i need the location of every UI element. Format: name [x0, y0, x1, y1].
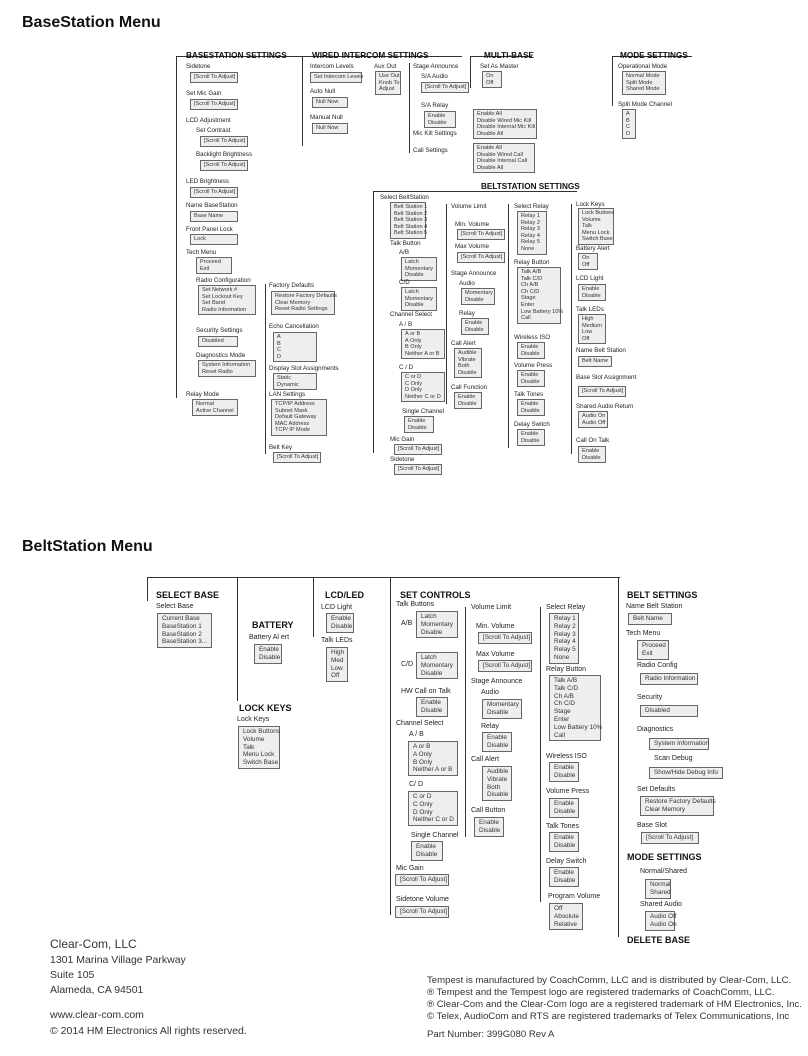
beltstation-settings-heading: BELTSTATION SETTINGS [481, 182, 580, 191]
security-label: Security [637, 694, 663, 701]
min-volume-box: [Scroll To Adjust] [478, 632, 532, 644]
select-relay-box: Relay 1 Relay 2 Relay 3 Relay 4 Relay 5 None [517, 211, 547, 255]
shared-audio-box: Audio On Audio Off [578, 411, 608, 428]
address-line1: 1301 Marina Village Parkway [50, 954, 186, 966]
legal-line4: © Telex, AudioCom and RTS are registered trademarks of Telex Communications, Inc [427, 1011, 790, 1022]
mic-gain-scroll-box: [Scroll To Adjust] [190, 99, 238, 110]
mic-kill-label: Mic Kill Settings [413, 130, 457, 137]
set-contrast-label: Set Contrast [196, 127, 231, 134]
talk-tones-label: Talk Tones [546, 823, 579, 830]
volume-limit-label: Volume Limit [471, 604, 512, 611]
split-mode-channel-label: Split Mode Channel [618, 101, 673, 108]
talk-cd-box: Latch Momentary Disable [416, 652, 458, 679]
chan-cd-box: C or D C Only D Only Neither C or D [401, 372, 445, 402]
talk-ab-box: Latch Momentary Disable [401, 257, 437, 281]
sidetone-volume-box: [Scroll To Adjust] [395, 906, 449, 918]
address-line3: Alameda, CA 94501 [50, 984, 144, 996]
call-on-talk-box: Enable Disable [578, 446, 606, 463]
radio-config-box: Radio Information [640, 673, 698, 685]
diagnostics-label: Diagnostics [637, 726, 674, 733]
lcd-light-box: Enable Disable [326, 613, 354, 633]
lcd-light-label: LCD Light [576, 275, 604, 282]
radio-config-label: Radio Configuration [196, 277, 251, 284]
lock-keys-heading: LOCK KEYS [239, 703, 292, 713]
lock-keys-label: Lock Keys [237, 716, 270, 723]
chan-ab-box: A or B A Only B Only Neither A or B [408, 741, 458, 776]
base-list-box: Current Base BaseStation 1 BaseStation 2 BaseStation 3... [157, 613, 212, 648]
hw-call-label: HW Call on Talk [401, 688, 451, 695]
delete-base-heading: DELETE BASE [627, 935, 691, 945]
talk-tones-box: Enable Disable [549, 832, 579, 852]
factory-defaults-label: Factory Defaults [269, 282, 315, 289]
talk-ab-box: Latch Momentary Disable [416, 611, 458, 638]
manual-null-label: Manual Null [310, 114, 343, 121]
security-box: Disabled [198, 336, 238, 347]
talk-cd-label: C/D [401, 661, 414, 668]
legal-line3: ® Clear-Com and the Clear-Com logo are a registered trademark of HM Electronics, Inc. [427, 999, 802, 1010]
basestation-settings-heading: BASESTATION SETTINGS [186, 51, 287, 60]
base-slot-label: Base Slot Assignment [576, 374, 637, 381]
delay-switch-label: Delay Switch [546, 858, 587, 865]
lcd-light-box: Enable Disable [578, 284, 606, 301]
talk-cd-label: C/D [399, 279, 410, 286]
call-function-label: Call Function [451, 384, 488, 391]
beltstation-list-box: Belt Station 1 Belt Station 2 Belt Station 3 Belt Station 4 Belt Station 5 [390, 202, 426, 239]
part-number: Part Number: 399G080 Rev A [427, 1029, 555, 1040]
lock-keys-label: Lock Keys [576, 201, 605, 208]
diagnostics-box: System Information Reset Radio [198, 360, 256, 377]
volume-press-label: Volume Press [514, 362, 553, 369]
max-volume-label: Max Volume [455, 243, 490, 250]
single-channel-box: Enable Disable [411, 841, 443, 861]
stage-announce-label: Stage Announce [413, 63, 459, 70]
volume-press-box: Enable Disable [517, 370, 545, 387]
relay-label: Relay [459, 310, 475, 317]
relay-box: Enable Disable [482, 732, 512, 752]
call-function-box: Enable Disable [454, 392, 482, 409]
chan-ab-box: A or B A Only B Only Neither A or B [401, 329, 445, 359]
min-volume-label: Min. Volume [455, 221, 490, 228]
tech-menu-label: Tech Menu [626, 630, 661, 637]
display-slot-box: Static Dynamic [273, 373, 317, 390]
copyright-text: © 2014 HM Electronics All rights reserved. [50, 1025, 247, 1037]
talk-buttons-label: Talk Buttons [396, 601, 435, 608]
relay-mode-box: Normal Active Channel [192, 399, 238, 416]
contrast-scroll-box: [Scroll To Adjust] [200, 136, 248, 147]
select-base-label: Select Base [156, 603, 194, 610]
set-mic-gain-label: Set Mic Gain [186, 90, 222, 97]
call-on-talk-label: Call On Talk [576, 437, 610, 444]
volume-limit-label: Volume Limit [451, 203, 487, 210]
split-channel-box: A B C D [622, 109, 636, 139]
legal-line2: ® Tempest and the Tempest logo are registered trademarks of CoachComm, LLC. [427, 987, 775, 998]
beltstation-menu-title: BeltStation Menu [22, 538, 153, 555]
belt-key-label: Belt Key [269, 444, 293, 451]
battery-alert-label: Battery Alert [576, 245, 610, 252]
select-relay-label: Select Relay [514, 203, 549, 210]
set-master-box: On Off [482, 71, 502, 88]
belt-name-box: Belt Name [578, 356, 612, 367]
battery-alert-box: Enable Disable [254, 644, 282, 664]
call-alert-box: Audible Vibrate Both Disable [454, 348, 482, 378]
call-button-box: Enable Disable [474, 817, 504, 837]
channel-select-label: Channel Select [396, 720, 444, 727]
talk-cd-box: Latch Momentary Disable [401, 287, 437, 311]
mode-settings-heading: MODE SETTINGS [627, 852, 702, 862]
battery-heading: BATTERY [252, 620, 294, 630]
set-defaults-box: Restore Factory Defaults Clear Memory [640, 796, 714, 816]
audio-label: Audio [481, 689, 499, 696]
hw-call-box: Enable Disable [416, 697, 448, 717]
min-volume-label: Min. Volume [476, 623, 515, 630]
factory-defaults-box: Restore Factory Defaults Clear Memory Reset Radio Settings [271, 291, 335, 315]
address-line2: Suite 105 [50, 969, 95, 981]
set-controls-heading: SET CONTROLS [400, 590, 471, 600]
led-brightness-label: LED Brightness [186, 178, 229, 185]
lcd-adjustment-label: LCD Adjustment [186, 117, 231, 124]
radio-config-label: Radio Config [637, 662, 678, 669]
select-relay-label: Select Relay [546, 604, 586, 611]
shared-audio-label: Shared Audio [640, 901, 683, 908]
lcd-light-label: LCD Light [321, 604, 353, 611]
set-as-master-label: Set As Master [480, 63, 519, 70]
company-name: Clear-Com, LLC [50, 937, 137, 951]
tech-menu-box: Proceed Exit [637, 640, 669, 660]
system-info-box: System Information [649, 738, 709, 750]
talk-tones-label: Talk Tones [514, 391, 544, 398]
echo-cancellation-label: Echo Cancellation [269, 323, 319, 330]
call-alert-label: Call Alert [451, 340, 476, 347]
talk-button-label: Talk Button [390, 240, 421, 247]
normal-shared-label: Normal/Shared [640, 868, 688, 875]
shared-audio-label: Shared Audio Return [576, 403, 634, 410]
sa-relay-label: S/A Relay [421, 102, 449, 109]
relay-button-label: Relay Button [514, 259, 550, 266]
lock-keys-box: Lock Buttons Volume Talk Menu Lock Switch Base [238, 726, 280, 769]
lan-settings-label: LAN Settings [269, 391, 306, 398]
backlight-scroll-box: [Scroll To Adjust] [200, 160, 248, 171]
security-box: Disabled [640, 705, 698, 717]
stage-announce-label: Stage Announce [471, 678, 523, 685]
sidetone2-label: Sidetone [390, 456, 415, 463]
call-alert-label: Call Alert [471, 756, 500, 763]
diagnostics-mode-label: Diagnostics Mode [196, 352, 246, 359]
aux-out-label: Aux Out [374, 63, 397, 70]
single-channel-label: Single Channel [411, 832, 459, 839]
base-slot-box: [Scroll To Adjust] [578, 386, 626, 397]
belt-settings-heading: BELT SETTINGS [627, 590, 698, 600]
show-hide-debug-box: Show/Hide Debug Info [649, 767, 723, 779]
legal-line1: Tempest is manufactured by CoachComm, LLC and is distributed by Clear-Com, LLC. [427, 975, 792, 986]
mic-gain-label: Mic Gain [396, 865, 424, 872]
scan-debug-label: Scan Debug [654, 755, 693, 762]
select-beltstation-label: Select BeltStation [380, 194, 429, 201]
base-name-box: Base Name [190, 211, 238, 222]
program-volume-box: Off Absolute Relative [549, 903, 583, 930]
tech-menu-label: Tech Menu [186, 249, 217, 256]
single-channel-box: Enable Disable [404, 416, 434, 433]
shared-audio-box: Audio Off Audio On [645, 911, 675, 931]
sa-relay-box: Enable Disable [424, 111, 456, 128]
basestation-menu-title: BaseStation Menu [22, 14, 161, 31]
operational-mode-label: Operational Mode [618, 63, 668, 70]
volume-press-label: Volume Press [546, 788, 590, 795]
name-basestation-label: Name BaseStation [186, 202, 238, 209]
multi-base-heading: MULTI-BASE [484, 51, 534, 60]
max-volume-box: [Scroll To Adjust] [457, 252, 505, 263]
battery-alert-label: Battery Al ert [249, 634, 290, 641]
sidetone-scroll-box: [Scroll To Adjust] [190, 72, 238, 83]
auto-null-label: Auto Null [310, 88, 336, 95]
sidetone-volume-label: Sidetone Volume [396, 896, 449, 903]
talk-leds-label: Talk LEDs [576, 306, 604, 313]
lan-settings-box: TCP/IP Address Subnet Mask Default Gateway MAC Address TCP/ IP Mode [271, 399, 327, 436]
chan-ab-label: A / B [399, 321, 413, 328]
display-slot-label: Display Slot Assignments [269, 365, 339, 372]
manual-null-box: Null Now [312, 123, 348, 134]
stage-announce2-label: Stage Announce [451, 270, 497, 277]
audio-box: Momentary Disable [482, 699, 522, 719]
battery-alert-box: On Off [578, 253, 598, 270]
relay-button-box: Talk A/B Talk C/D Ch A/B Ch C/D Stage Enter Low Battery 10% Call [549, 675, 601, 741]
talk-leds-box: High Medium Low Off [578, 314, 606, 344]
front-panel-lock-label: Front Panel Lock [186, 226, 233, 233]
base-slot-label: Base Slot [637, 822, 667, 829]
talk-tones-box: Enable Disable [517, 399, 545, 416]
relay-mode-label: Relay Mode [186, 391, 220, 398]
call-settings-label: Call Settings [413, 147, 448, 154]
tech-menu-box: Proceed Exit [196, 257, 232, 274]
website-link[interactable]: www.clear-com.com [50, 1009, 144, 1021]
call-alert-box: Audible Vibrate Both Disable [482, 766, 512, 801]
min-volume-box: [Scroll To Adjust] [457, 229, 505, 240]
call-settings-box: Enable All Disable Wired Call Disable Internal Call Disable All [473, 143, 535, 173]
mic-kill-box: Enable All Disable Wired Mic Kill Disable Internal Mic Kill Disable All [473, 109, 537, 139]
volume-press-box: Enable Disable [549, 798, 579, 818]
operational-mode-box: Normal Mode Split Mode Shared Mode [622, 71, 666, 95]
chan-cd-label: C/ D [409, 781, 423, 788]
max-volume-box: [Scroll To Adjust] [478, 660, 532, 672]
mode-settings-heading: MODE SETTINGS [620, 51, 688, 60]
call-button-label: Call Button [471, 807, 506, 814]
belt-key-box: [Scroll To Adjust] [273, 452, 321, 463]
mic-gain-box: [Scroll To Adjust] [395, 874, 449, 886]
chan-cd-label: C / D [399, 364, 414, 371]
base-slot-box: [Scroll To Adjust] [641, 832, 699, 844]
relay-label: Relay [481, 723, 499, 730]
sa-audio-label: S/A Audio [421, 73, 448, 80]
chan-cd-box: C or D C Only D Only Neither C or D [408, 791, 458, 826]
program-volume-label: Program Volume [548, 893, 601, 900]
delay-switch-box: Enable Disable [549, 867, 579, 887]
sa-audio-box: [Scroll To Adjust] [421, 82, 469, 93]
name-belt-label: Name Belt Station [626, 603, 683, 610]
max-volume-label: Max Volume [476, 651, 515, 658]
intercom-levels-label: Intercom Levels [310, 63, 354, 70]
aux-out-box: Use Out Knob To Adjust [375, 71, 401, 95]
set-defaults-label: Set Defaults [637, 786, 676, 793]
chan-ab-label: A / B [409, 731, 424, 738]
lock-box: Lock [190, 234, 238, 245]
wireless-iso-box: Enable Disable [549, 762, 579, 782]
security-settings-label: Security Settings [196, 327, 243, 334]
talk-leds-label: Talk LEDs [321, 637, 353, 644]
relay-box: Enable Disable [461, 318, 489, 335]
mic-gain-box: [Scroll To Adjust] [394, 444, 442, 455]
wireless-iso-box: Enable Disable [517, 342, 545, 359]
backlight-label: Backlight Brightness [196, 151, 253, 158]
lock-keys-box: Lock Buttons Volume Talk Menu Lock Switch Base [578, 208, 614, 245]
talk-ab-label: A/B [399, 249, 409, 256]
echo-box: A B C D [273, 332, 317, 362]
select-relay-box: Relay 1 Relay 2 Relay 3 Relay 4 Relay 5 None [549, 613, 579, 664]
channel-select-label: Channel Select [390, 311, 432, 318]
relay-button-label: Relay Button [546, 666, 587, 673]
relay-button-box: Talk A/B Talk C/D Ch A/B Ch C/D Stage Enter Low Battery 10% Call [517, 267, 561, 324]
normal-shared-box: Normal Shared [645, 879, 671, 899]
intercom-levels-box: Set Intercom Levels [310, 72, 362, 83]
talk-leds-box: High Med Low Off [326, 647, 348, 682]
delay-switch-label: Delay Switch [514, 421, 550, 428]
sidetone2-box: [Scroll To Adjust] [394, 464, 442, 475]
mic-gain-label: Mic Gain [390, 436, 415, 443]
sidetone-label: Sidetone [186, 63, 211, 70]
belt-name-box: Belt Name [628, 613, 672, 625]
auto-null-box: Null Now [312, 97, 348, 108]
name-beltstation-label: Name Belt Station [576, 347, 626, 354]
select-base-heading: SELECT BASE [156, 590, 220, 600]
lcd-led-heading: LCD/LED [325, 590, 364, 600]
audio-label: Audio [459, 280, 475, 287]
wired-intercom-heading: WIRED INTERCOM SETTINGS [312, 51, 429, 60]
led-scroll-box: [Scroll To Adjust] [190, 187, 238, 198]
talk-ab-label: A/B [401, 620, 413, 627]
audio-box: Momentary Disable [461, 288, 495, 305]
single-channel-label: Single Channel [402, 408, 444, 415]
wireless-iso-label: Wireless ISO [546, 753, 587, 760]
wireless-iso-label: Wireless ISO [514, 334, 551, 341]
delay-switch-box: Enable Disable [517, 429, 545, 446]
radio-config-box: Set Network # Set Lockout Key Set Band Radio Information [198, 285, 256, 315]
